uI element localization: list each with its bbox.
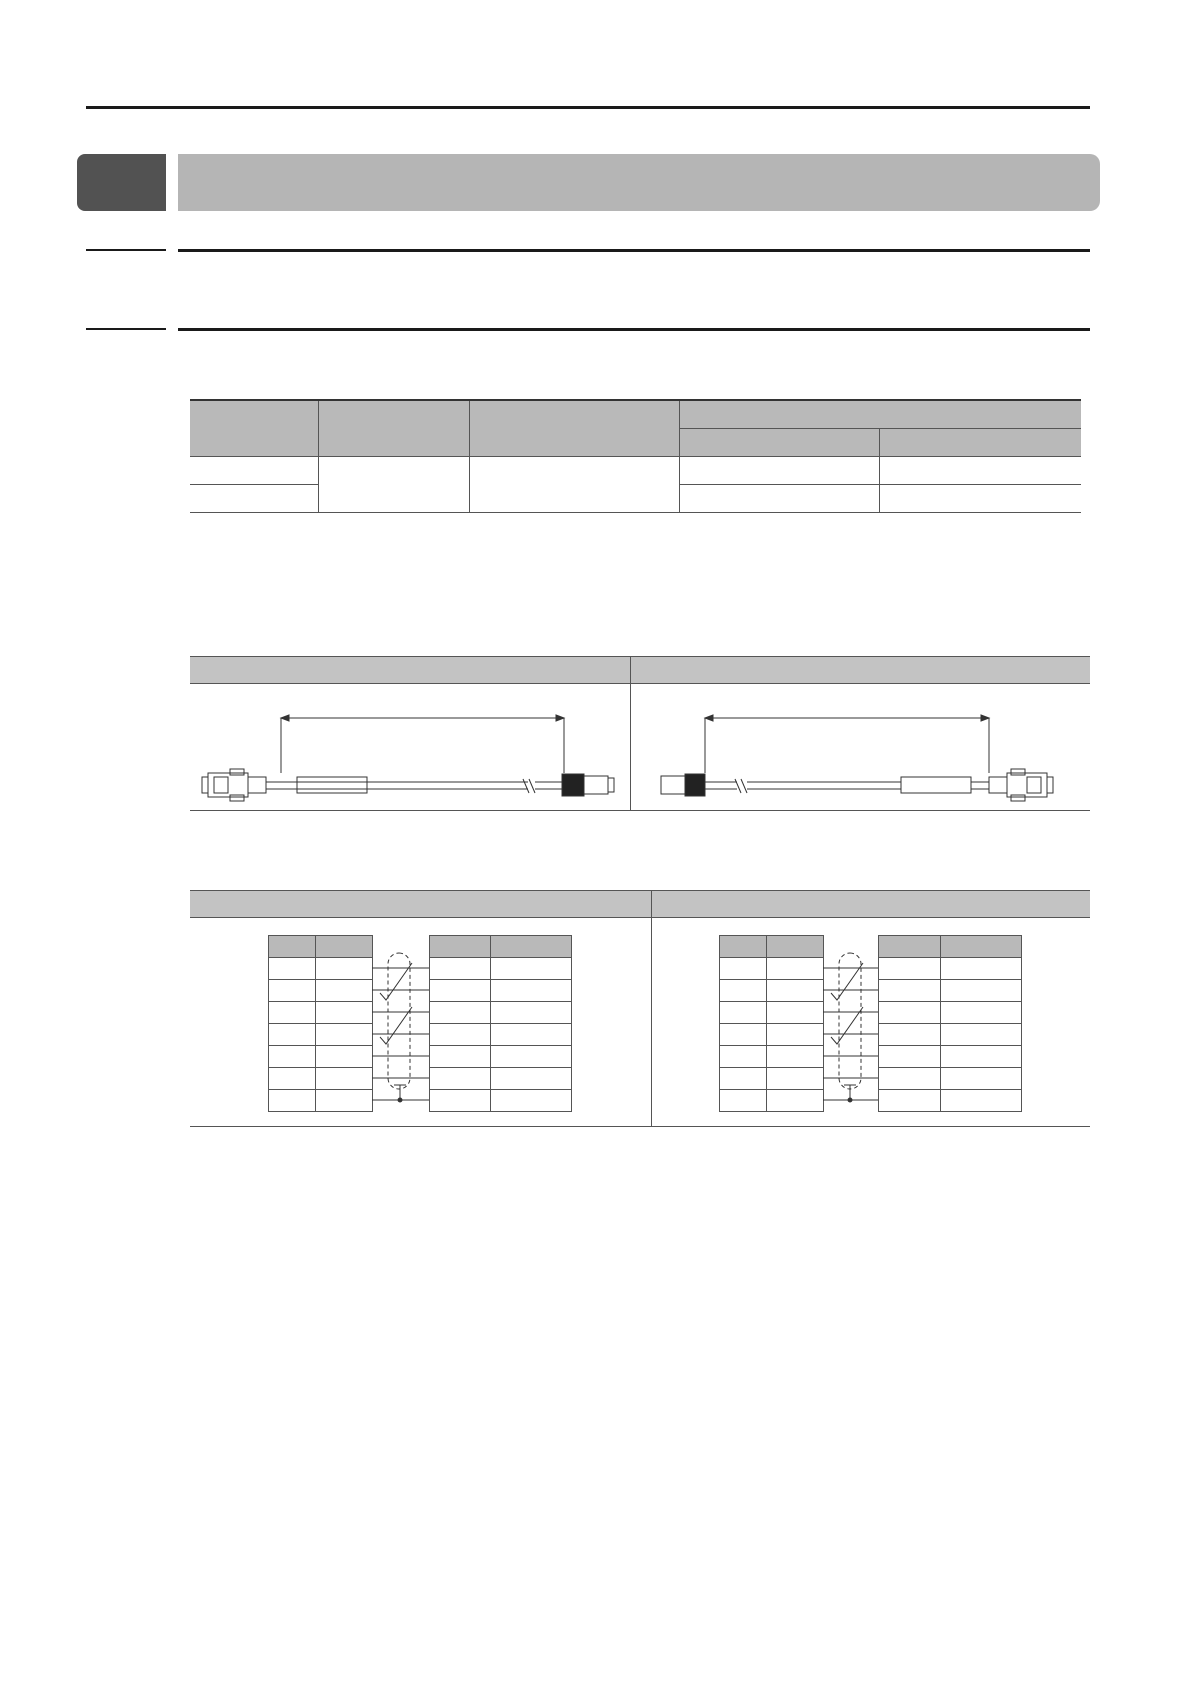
wiring-right-connections [823, 935, 878, 1115]
table-row [430, 1046, 572, 1068]
dimension-box-header [190, 656, 1090, 684]
spec-cell [679, 485, 879, 513]
table-row [879, 1024, 1022, 1046]
spec-subheader-1 [679, 429, 879, 457]
wiring-right-source-pins [719, 935, 824, 1112]
wiring-left-target-pins [429, 935, 572, 1112]
table-row [720, 958, 824, 980]
table-row [430, 1002, 572, 1024]
table-row [879, 1002, 1022, 1024]
table-row [720, 1068, 824, 1090]
wiring-left-source-pins [268, 935, 373, 1112]
table-row [430, 1090, 572, 1112]
spec-header-4 [679, 400, 1081, 429]
table-row [430, 958, 572, 980]
spec-header-2 [318, 400, 469, 457]
spec-cell [879, 485, 1081, 513]
section-rule-top [178, 249, 1090, 252]
table-row [269, 1024, 373, 1046]
table-row [430, 1024, 572, 1046]
wiring-box-bottom [190, 1126, 1090, 1127]
table-row [879, 1068, 1022, 1090]
wiring-right-target-pins [878, 935, 1022, 1112]
section-rule-bottom [178, 328, 1090, 331]
wiring-box-divider [651, 890, 652, 1126]
section-rule-left-bottom [86, 328, 166, 330]
table-row [269, 1068, 373, 1090]
spec-cell [190, 457, 318, 485]
spec-cell [469, 457, 679, 513]
spec-header-3 [469, 400, 679, 457]
table-row [269, 1090, 373, 1112]
table-row [720, 980, 824, 1002]
table-row [430, 1068, 572, 1090]
table-row [720, 1046, 824, 1068]
table-row [879, 1046, 1022, 1068]
table-row [720, 1090, 824, 1112]
cable-drawing-left [190, 683, 630, 810]
section-rule-left-top [86, 249, 166, 251]
spec-cell [318, 457, 469, 513]
spec-subheader-2 [879, 429, 1081, 457]
dimension-box-bottom [190, 810, 1090, 811]
wiring-left-connections [372, 935, 429, 1115]
table-row [269, 1002, 373, 1024]
table-row [430, 980, 572, 1002]
table-row [269, 958, 373, 980]
table-row [190, 457, 1081, 485]
header-rule [86, 106, 1090, 109]
chapter-title-bar [178, 154, 1100, 211]
table-row [720, 1024, 824, 1046]
spec-cell [679, 457, 879, 485]
table-row [269, 980, 373, 1002]
specification-table [190, 399, 1081, 513]
spec-header-1 [190, 400, 318, 457]
table-row [269, 1046, 373, 1068]
chapter-number-tab [77, 154, 166, 211]
table-row [720, 1002, 824, 1024]
wiring-box-header [190, 890, 1090, 918]
table-row [879, 1090, 1022, 1112]
spec-cell [879, 457, 1081, 485]
table-row [879, 980, 1022, 1002]
table-row [879, 958, 1022, 980]
spec-cell [190, 485, 318, 513]
cable-drawing-right [631, 683, 1090, 810]
